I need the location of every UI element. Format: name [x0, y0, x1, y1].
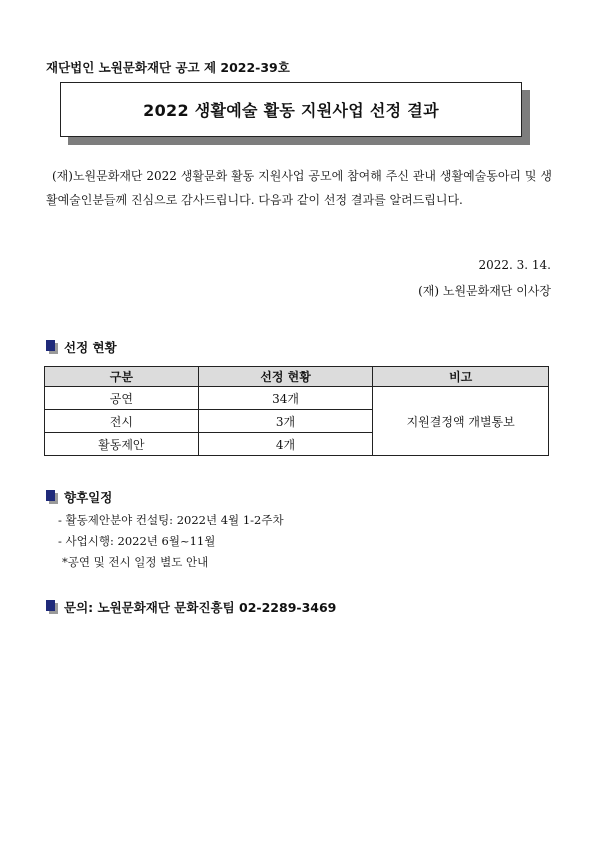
- table-header-row: [45, 367, 549, 387]
- row-count: 3개: [198, 410, 373, 433]
- table-row: [45, 387, 549, 410]
- row-category: 활동제안: [45, 433, 199, 456]
- title-box: [60, 82, 522, 137]
- column-header-status: 선정 현황: [198, 367, 373, 387]
- row-category: 공연: [45, 387, 199, 410]
- selection-heading: [46, 338, 117, 356]
- selection-table: [44, 366, 549, 456]
- notice-number: 재단법인 노원문화재단 공고 제 2022-39호: [46, 60, 290, 75]
- row-count: 4개: [198, 433, 373, 456]
- column-header-category: 구분: [45, 367, 199, 387]
- row-category: 전시: [45, 410, 199, 433]
- schedule-heading-label: 향후일정: [64, 490, 113, 505]
- schedule-item: - 활동제안분야 컨설팅: 2022년 4월 1-2주차: [58, 513, 284, 527]
- row-remarks: 지원결정액 개별통보: [373, 387, 549, 456]
- page-title: 2022 생활예술 활동 지원사업 선정 결과: [60, 82, 522, 137]
- schedule-heading: [46, 488, 112, 506]
- contact-heading: [46, 598, 336, 616]
- square-bullet-icon: [46, 600, 58, 614]
- signer: (재) 노원문화재단 이사장: [418, 284, 551, 298]
- intro-paragraph: (재)노원문화재단 2022 생활문화 활동 지원사업 공모에 참여해 주신 관내 생활예술동아리 및 생활예술인분들께 진심으로 감사드립니다. 다음과 같이 선정 결과를 알려드립니다.: [46, 169, 552, 207]
- schedule-note: *공연 및 전시 일정 별도 안내: [62, 555, 209, 569]
- contact-heading-label: 문의: 노원문화재단 문화진흥팀 02-2289-3469: [64, 600, 337, 615]
- selection-heading-label: 선정 현황: [64, 340, 117, 355]
- square-bullet-icon: [46, 490, 58, 504]
- column-header-remarks: 비고: [373, 367, 549, 387]
- schedule-item: - 사업시행: 2022년 6월~11월: [58, 534, 216, 548]
- square-bullet-icon: [46, 340, 58, 354]
- row-count: 34개: [198, 387, 373, 410]
- notice-date: 2022. 3. 14.: [478, 258, 551, 272]
